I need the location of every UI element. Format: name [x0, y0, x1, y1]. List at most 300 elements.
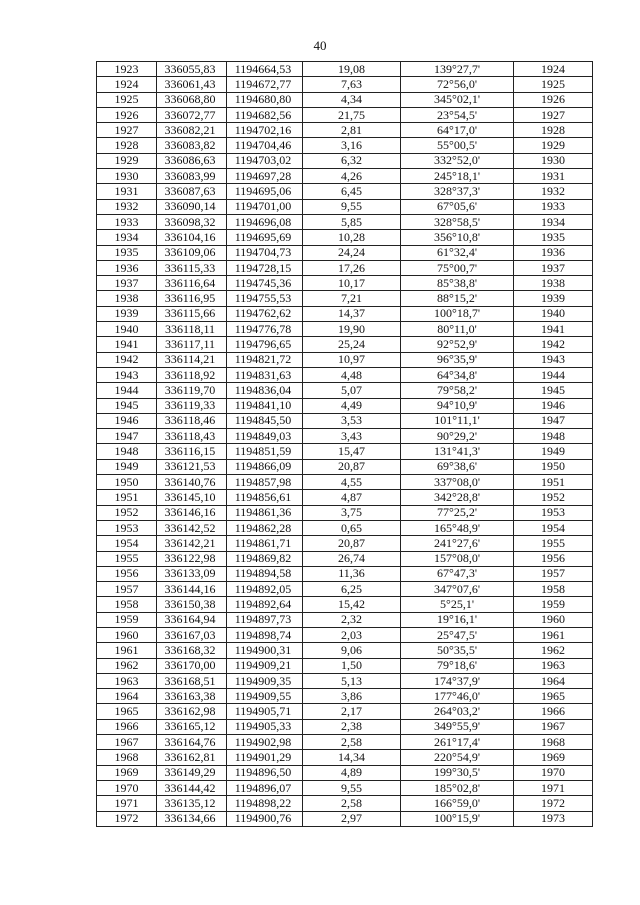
- distance-cell: 19,90: [303, 322, 401, 337]
- coord-y-cell: 1194821,72: [227, 352, 303, 367]
- point-from-cell: 1931: [97, 184, 157, 199]
- bearing-cell: 75°00,7': [401, 260, 514, 275]
- distance-cell: 10,97: [303, 352, 401, 367]
- table-row: [97, 352, 593, 367]
- point-from-cell: 1968: [97, 750, 157, 765]
- coord-y-cell: 1194704,46: [227, 138, 303, 153]
- point-to-cell: 1968: [514, 735, 593, 750]
- bearing-cell: 90°29,2': [401, 429, 514, 444]
- point-from-cell: 1972: [97, 811, 157, 826]
- distance-cell: 19,08: [303, 62, 401, 77]
- coord-y-cell: 1194672,77: [227, 77, 303, 92]
- point-from-cell: 1959: [97, 612, 157, 627]
- table-row: [97, 184, 593, 199]
- distance-cell: 20,87: [303, 536, 401, 551]
- coord-x-cell: 336104,16: [157, 230, 227, 245]
- coord-x-cell: 336142,21: [157, 536, 227, 551]
- coord-x-cell: 336122,98: [157, 551, 227, 566]
- distance-cell: 10,17: [303, 276, 401, 291]
- bearing-cell: 96°35,9': [401, 352, 514, 367]
- coord-x-cell: 336117,11: [157, 337, 227, 352]
- bearing-cell: 139°27,7': [401, 62, 514, 77]
- point-to-cell: 1960: [514, 612, 593, 627]
- bearing-cell: 5°25,1': [401, 597, 514, 612]
- point-to-cell: 1948: [514, 429, 593, 444]
- coord-x-cell: 336086,63: [157, 153, 227, 168]
- point-from-cell: 1955: [97, 551, 157, 566]
- coord-y-cell: 1194898,74: [227, 627, 303, 642]
- coord-y-cell: 1194745,36: [227, 276, 303, 291]
- point-to-cell: 1946: [514, 398, 593, 413]
- coord-x-cell: 336119,33: [157, 398, 227, 413]
- point-from-cell: 1969: [97, 765, 157, 780]
- coord-x-cell: 336109,06: [157, 245, 227, 260]
- coord-x-cell: 336144,42: [157, 780, 227, 795]
- point-from-cell: 1941: [97, 337, 157, 352]
- coord-x-cell: 336140,76: [157, 475, 227, 490]
- distance-cell: 11,36: [303, 566, 401, 581]
- table-row: [97, 658, 593, 673]
- bearing-cell: 157°08,0': [401, 551, 514, 566]
- table-row: [97, 582, 593, 597]
- coord-x-cell: 336170,00: [157, 658, 227, 673]
- bearing-cell: 79°18,6': [401, 658, 514, 673]
- coord-x-cell: 336133,09: [157, 566, 227, 581]
- bearing-cell: 67°05,6': [401, 199, 514, 214]
- point-from-cell: 1964: [97, 689, 157, 704]
- coord-x-cell: 336163,38: [157, 689, 227, 704]
- point-to-cell: 1958: [514, 582, 593, 597]
- coord-x-cell: 336118,46: [157, 413, 227, 428]
- table-row: [97, 77, 593, 92]
- coord-x-cell: 336121,53: [157, 459, 227, 474]
- point-from-cell: 1947: [97, 429, 157, 444]
- coord-x-cell: 336055,83: [157, 62, 227, 77]
- distance-cell: 3,86: [303, 689, 401, 704]
- table-row: [97, 92, 593, 107]
- distance-cell: 4,48: [303, 367, 401, 382]
- coord-y-cell: 1194900,76: [227, 811, 303, 826]
- point-from-cell: 1933: [97, 214, 157, 229]
- table-row: [97, 62, 593, 77]
- bearing-cell: 61°32,4': [401, 245, 514, 260]
- coord-x-cell: 336072,77: [157, 107, 227, 122]
- bearing-cell: 23°54,5': [401, 107, 514, 122]
- distance-cell: 7,21: [303, 291, 401, 306]
- point-to-cell: 1949: [514, 444, 593, 459]
- coord-y-cell: 1194664,53: [227, 62, 303, 77]
- coord-x-cell: 336068,80: [157, 92, 227, 107]
- point-to-cell: 1928: [514, 123, 593, 138]
- distance-cell: 7,63: [303, 77, 401, 92]
- table-row: [97, 199, 593, 214]
- bearing-cell: 79°58,2': [401, 383, 514, 398]
- coord-y-cell: 1194849,03: [227, 429, 303, 444]
- bearing-cell: 356°10,8': [401, 230, 514, 245]
- point-to-cell: 1944: [514, 367, 593, 382]
- bearing-cell: 199°30,5': [401, 765, 514, 780]
- point-from-cell: 1963: [97, 673, 157, 688]
- bearing-cell: 245°18,1': [401, 169, 514, 184]
- point-from-cell: 1927: [97, 123, 157, 138]
- point-to-cell: 1931: [514, 169, 593, 184]
- point-from-cell: 1937: [97, 276, 157, 291]
- coord-x-cell: 336164,76: [157, 735, 227, 750]
- coord-x-cell: 336146,16: [157, 505, 227, 520]
- table-row: [97, 337, 593, 352]
- bearing-cell: 101°11,1': [401, 413, 514, 428]
- point-from-cell: 1929: [97, 153, 157, 168]
- distance-cell: 2,81: [303, 123, 401, 138]
- bearing-cell: 328°58,5': [401, 214, 514, 229]
- table-row: [97, 597, 593, 612]
- table-row: [97, 612, 593, 627]
- point-to-cell: 1950: [514, 459, 593, 474]
- distance-cell: 2,03: [303, 627, 401, 642]
- point-to-cell: 1967: [514, 719, 593, 734]
- coord-y-cell: 1194831,63: [227, 367, 303, 382]
- bearing-cell: 131°41,3': [401, 444, 514, 459]
- table-row: [97, 811, 593, 826]
- point-from-cell: 1926: [97, 107, 157, 122]
- distance-cell: 21,75: [303, 107, 401, 122]
- point-from-cell: 1945: [97, 398, 157, 413]
- coord-x-cell: 336114,21: [157, 352, 227, 367]
- distance-cell: 14,34: [303, 750, 401, 765]
- coord-y-cell: 1194762,62: [227, 306, 303, 321]
- coord-y-cell: 1194695,06: [227, 184, 303, 199]
- point-to-cell: 1940: [514, 306, 593, 321]
- coord-y-cell: 1194703,02: [227, 153, 303, 168]
- coord-y-cell: 1194836,04: [227, 383, 303, 398]
- point-from-cell: 1940: [97, 322, 157, 337]
- table-row: [97, 505, 593, 520]
- bearing-cell: 337°08,0': [401, 475, 514, 490]
- coord-y-cell: 1194909,35: [227, 673, 303, 688]
- coordinates-table: [96, 61, 593, 827]
- bearing-cell: 332°52,0': [401, 153, 514, 168]
- bearing-cell: 264°03,2': [401, 704, 514, 719]
- table-row: [97, 214, 593, 229]
- point-from-cell: 1928: [97, 138, 157, 153]
- table-row: [97, 260, 593, 275]
- table-row: [97, 551, 593, 566]
- coord-y-cell: 1194900,31: [227, 643, 303, 658]
- point-to-cell: 1957: [514, 566, 593, 581]
- bearing-cell: 166°59,0': [401, 796, 514, 811]
- distance-cell: 6,45: [303, 184, 401, 199]
- coord-y-cell: 1194866,09: [227, 459, 303, 474]
- point-from-cell: 1932: [97, 199, 157, 214]
- point-to-cell: 1924: [514, 62, 593, 77]
- coord-y-cell: 1194861,71: [227, 536, 303, 551]
- table-row: [97, 689, 593, 704]
- bearing-cell: 72°56,0': [401, 77, 514, 92]
- point-to-cell: 1956: [514, 551, 593, 566]
- table-row: [97, 490, 593, 505]
- table-row: [97, 367, 593, 382]
- coord-x-cell: 336150,38: [157, 597, 227, 612]
- table-row: [97, 169, 593, 184]
- point-to-cell: 1938: [514, 276, 593, 291]
- distance-cell: 3,16: [303, 138, 401, 153]
- distance-cell: 4,26: [303, 169, 401, 184]
- point-from-cell: 1944: [97, 383, 157, 398]
- table-row: [97, 536, 593, 551]
- distance-cell: 15,42: [303, 597, 401, 612]
- coord-x-cell: 336061,43: [157, 77, 227, 92]
- table-row: [97, 444, 593, 459]
- distance-cell: 3,43: [303, 429, 401, 444]
- point-to-cell: 1925: [514, 77, 593, 92]
- point-to-cell: 1963: [514, 658, 593, 673]
- bearing-cell: 261°17,4': [401, 735, 514, 750]
- bearing-cell: 92°52,9': [401, 337, 514, 352]
- coord-y-cell: 1194701,00: [227, 199, 303, 214]
- coord-x-cell: 336115,33: [157, 260, 227, 275]
- table-row: [97, 566, 593, 581]
- bearing-cell: 64°17,0': [401, 123, 514, 138]
- point-from-cell: 1962: [97, 658, 157, 673]
- coord-y-cell: 1194851,59: [227, 444, 303, 459]
- table-row: [97, 429, 593, 444]
- distance-cell: 5,07: [303, 383, 401, 398]
- point-to-cell: 1937: [514, 260, 593, 275]
- coord-y-cell: 1194695,69: [227, 230, 303, 245]
- distance-cell: 2,32: [303, 612, 401, 627]
- coord-x-cell: 336116,95: [157, 291, 227, 306]
- coord-y-cell: 1194901,29: [227, 750, 303, 765]
- point-from-cell: 1956: [97, 566, 157, 581]
- bearing-cell: 100°15,9': [401, 811, 514, 826]
- distance-cell: 4,55: [303, 475, 401, 490]
- coord-x-cell: 336083,99: [157, 169, 227, 184]
- coord-x-cell: 336142,52: [157, 520, 227, 535]
- bearing-cell: 185°02,8': [401, 780, 514, 795]
- distance-cell: 10,28: [303, 230, 401, 245]
- coord-y-cell: 1194704,73: [227, 245, 303, 260]
- coord-y-cell: 1194898,22: [227, 796, 303, 811]
- coord-y-cell: 1194845,50: [227, 413, 303, 428]
- distance-cell: 26,74: [303, 551, 401, 566]
- coord-x-cell: 336118,11: [157, 322, 227, 337]
- distance-cell: 14,37: [303, 306, 401, 321]
- point-to-cell: 1972: [514, 796, 593, 811]
- table-row: [97, 138, 593, 153]
- point-from-cell: 1960: [97, 627, 157, 642]
- distance-cell: 5,13: [303, 673, 401, 688]
- point-to-cell: 1970: [514, 765, 593, 780]
- coord-y-cell: 1194902,98: [227, 735, 303, 750]
- distance-cell: 15,47: [303, 444, 401, 459]
- coord-y-cell: 1194696,08: [227, 214, 303, 229]
- bearing-cell: 67°47,3': [401, 566, 514, 581]
- coord-y-cell: 1194894,58: [227, 566, 303, 581]
- point-to-cell: 1936: [514, 245, 593, 260]
- coord-y-cell: 1194909,55: [227, 689, 303, 704]
- coord-x-cell: 336087,63: [157, 184, 227, 199]
- coord-x-cell: 336134,66: [157, 811, 227, 826]
- bearing-cell: 100°18,7': [401, 306, 514, 321]
- distance-cell: 3,75: [303, 505, 401, 520]
- distance-cell: 0,65: [303, 520, 401, 535]
- coord-y-cell: 1194796,65: [227, 337, 303, 352]
- distance-cell: 17,26: [303, 260, 401, 275]
- coord-x-cell: 336164,94: [157, 612, 227, 627]
- bearing-cell: 177°46,0': [401, 689, 514, 704]
- table-row: [97, 704, 593, 719]
- distance-cell: 2,17: [303, 704, 401, 719]
- distance-cell: 2,58: [303, 735, 401, 750]
- point-from-cell: 1938: [97, 291, 157, 306]
- bearing-cell: 25°47,5': [401, 627, 514, 642]
- point-from-cell: 1936: [97, 260, 157, 275]
- coord-x-cell: 336162,98: [157, 704, 227, 719]
- coord-y-cell: 1194857,98: [227, 475, 303, 490]
- distance-cell: 9,06: [303, 643, 401, 658]
- distance-cell: 24,24: [303, 245, 401, 260]
- table-row: [97, 230, 593, 245]
- coord-y-cell: 1194682,56: [227, 107, 303, 122]
- point-from-cell: 1965: [97, 704, 157, 719]
- point-to-cell: 1939: [514, 291, 593, 306]
- bearing-cell: 50°35,5': [401, 643, 514, 658]
- coord-y-cell: 1194869,82: [227, 551, 303, 566]
- point-from-cell: 1949: [97, 459, 157, 474]
- coord-x-cell: 336144,16: [157, 582, 227, 597]
- point-from-cell: 1961: [97, 643, 157, 658]
- point-to-cell: 1965: [514, 689, 593, 704]
- distance-cell: 25,24: [303, 337, 401, 352]
- coord-x-cell: 336119,70: [157, 383, 227, 398]
- table-row: [97, 276, 593, 291]
- point-from-cell: 1970: [97, 780, 157, 795]
- point-from-cell: 1967: [97, 735, 157, 750]
- bearing-cell: 342°28,8': [401, 490, 514, 505]
- distance-cell: 4,34: [303, 92, 401, 107]
- bearing-cell: 77°25,2': [401, 505, 514, 520]
- coord-y-cell: 1194841,10: [227, 398, 303, 413]
- bearing-cell: 349°55,9': [401, 719, 514, 734]
- table-row: [97, 673, 593, 688]
- point-to-cell: 1961: [514, 627, 593, 642]
- point-to-cell: 1951: [514, 475, 593, 490]
- distance-cell: 5,85: [303, 214, 401, 229]
- point-from-cell: 1924: [97, 77, 157, 92]
- coord-x-cell: 336149,29: [157, 765, 227, 780]
- coord-y-cell: 1194862,28: [227, 520, 303, 535]
- point-to-cell: 1973: [514, 811, 593, 826]
- distance-cell: 3,53: [303, 413, 401, 428]
- coord-y-cell: 1194892,05: [227, 582, 303, 597]
- coord-y-cell: 1194776,78: [227, 322, 303, 337]
- coord-y-cell: 1194755,53: [227, 291, 303, 306]
- coord-y-cell: 1194905,33: [227, 719, 303, 734]
- point-from-cell: 1925: [97, 92, 157, 107]
- point-to-cell: 1927: [514, 107, 593, 122]
- bearing-cell: 19°16,1': [401, 612, 514, 627]
- distance-cell: 4,87: [303, 490, 401, 505]
- table-row: [97, 780, 593, 795]
- table-row: [97, 735, 593, 750]
- point-from-cell: 1950: [97, 475, 157, 490]
- point-to-cell: 1959: [514, 597, 593, 612]
- table-row: [97, 383, 593, 398]
- point-from-cell: 1952: [97, 505, 157, 520]
- bearing-cell: 85°38,8': [401, 276, 514, 291]
- point-to-cell: 1952: [514, 490, 593, 505]
- point-from-cell: 1930: [97, 169, 157, 184]
- bearing-cell: 241°27,6': [401, 536, 514, 551]
- coord-x-cell: 336165,12: [157, 719, 227, 734]
- point-to-cell: 1955: [514, 536, 593, 551]
- point-from-cell: 1948: [97, 444, 157, 459]
- point-from-cell: 1971: [97, 796, 157, 811]
- point-to-cell: 1962: [514, 643, 593, 658]
- distance-cell: 2,58: [303, 796, 401, 811]
- distance-cell: 1,50: [303, 658, 401, 673]
- table-row: [97, 520, 593, 535]
- point-to-cell: 1945: [514, 383, 593, 398]
- table-row: [97, 123, 593, 138]
- coord-y-cell: 1194702,16: [227, 123, 303, 138]
- distance-cell: 9,55: [303, 780, 401, 795]
- coord-x-cell: 336168,51: [157, 673, 227, 688]
- coord-y-cell: 1194897,73: [227, 612, 303, 627]
- coord-x-cell: 336116,15: [157, 444, 227, 459]
- table-row: [97, 413, 593, 428]
- coord-y-cell: 1194680,80: [227, 92, 303, 107]
- distance-cell: 9,55: [303, 199, 401, 214]
- point-from-cell: 1957: [97, 582, 157, 597]
- bearing-cell: 94°10,9': [401, 398, 514, 413]
- point-from-cell: 1943: [97, 367, 157, 382]
- bearing-cell: 174°37,9': [401, 673, 514, 688]
- point-from-cell: 1935: [97, 245, 157, 260]
- point-to-cell: 1933: [514, 199, 593, 214]
- bearing-cell: 220°54,9': [401, 750, 514, 765]
- coordinates-table-body: [97, 62, 593, 827]
- point-from-cell: 1966: [97, 719, 157, 734]
- bearing-cell: 328°37,3': [401, 184, 514, 199]
- point-from-cell: 1953: [97, 520, 157, 535]
- point-to-cell: 1941: [514, 322, 593, 337]
- coord-x-cell: 336162,81: [157, 750, 227, 765]
- bearing-cell: 80°11,0': [401, 322, 514, 337]
- distance-cell: 2,97: [303, 811, 401, 826]
- point-to-cell: 1935: [514, 230, 593, 245]
- table-row: [97, 107, 593, 122]
- coord-y-cell: 1194861,36: [227, 505, 303, 520]
- coord-y-cell: 1194896,07: [227, 780, 303, 795]
- table-row: [97, 475, 593, 490]
- point-to-cell: 1969: [514, 750, 593, 765]
- coord-x-cell: 336118,92: [157, 367, 227, 382]
- coord-x-cell: 336082,21: [157, 123, 227, 138]
- point-from-cell: 1939: [97, 306, 157, 321]
- table-row: [97, 245, 593, 260]
- coord-y-cell: 1194892,64: [227, 597, 303, 612]
- coord-y-cell: 1194909,21: [227, 658, 303, 673]
- point-from-cell: 1958: [97, 597, 157, 612]
- point-to-cell: 1971: [514, 780, 593, 795]
- table-row: [97, 398, 593, 413]
- table-row: [97, 796, 593, 811]
- table-row: [97, 719, 593, 734]
- bearing-cell: 345°02,1': [401, 92, 514, 107]
- table-row: [97, 627, 593, 642]
- table-row: [97, 306, 593, 321]
